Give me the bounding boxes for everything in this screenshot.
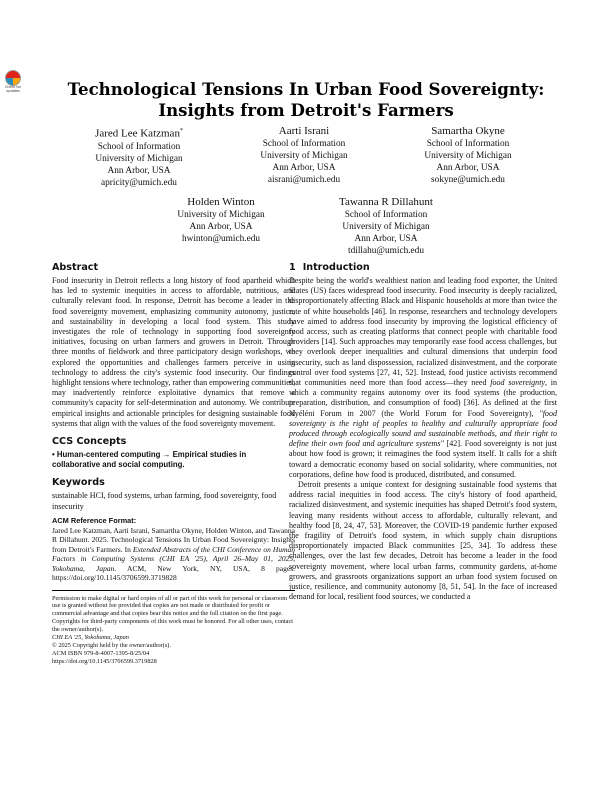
section-number: 1 — [289, 262, 296, 273]
keywords-heading: Keywords — [52, 477, 105, 489]
ccs-item[interactable] — [52, 450, 295, 470]
intro-quote: "food sovereignty is the right of peoples to healthy and culturally appropriate food produced through ecologically sound and sustainable methods, and their right to define their own food and agriculture systems" — [289, 408, 557, 449]
author-block — [69, 124, 209, 189]
author-block — [151, 195, 291, 245]
author-block — [398, 124, 538, 186]
reference-format-text — [52, 526, 295, 582]
ccs-end: . — [182, 460, 185, 470]
intro-text: [42]. Food sovereignty is not just about how food is grown; it reimagines the food system itself. It calls for a shift toward a democratic economy based on social solidarity, where communities, not corporations, define how food is produced, distributed, and consumed. — [289, 439, 558, 479]
author-block — [316, 195, 456, 257]
author-email[interactable]: apricity@umich.edu — [101, 177, 177, 188]
author-university: University of Michigan — [95, 153, 183, 164]
author-affiliation: School of Information — [426, 139, 510, 149]
reference-tail[interactable]: ACM, New York, NY, USA, 8 pages. https://doi.org/10.1145/3706599.3719828 — [52, 563, 295, 583]
author-block — [234, 124, 374, 186]
author-university: University of Michigan — [177, 210, 265, 220]
author-affiliation: School of Information — [344, 210, 428, 220]
author-university: University of Michigan — [260, 151, 348, 162]
intro-text: , in which a community regains autonomy over its food systems (the production, preparation, distribution, and consumption of food) [36]. As defined at the first Nyéléni Forum in 2007 (the World Forum for Food Sovereignty), — [289, 378, 557, 418]
author-location: Ann Arbor, USA — [107, 165, 171, 176]
reference-authors: Jared Lee Katzman, Aarti Israni, Samartha Okyne, Holden Winton, and Tawanna R Dillahunt. 2025. Technological Tensions In Urban Food Sovereignty: Insights from Detroit's Farmers. In — [52, 526, 295, 554]
permission-venue-text: CHI EA '25, Yokohama, Japan — [52, 634, 129, 642]
isbn-line: ACM ISBN 979-8-4007-1395-8/25/04 — [52, 649, 150, 657]
doi-link[interactable]: https://doi.org/10.1145/3706599.3719828 — [52, 657, 157, 665]
author-name: Holden Winton — [187, 196, 255, 208]
author-name: Aarti Israni — [278, 125, 330, 137]
author-location: Ann Arbor, USA — [354, 234, 418, 245]
author-name: Samartha Okyne — [431, 125, 505, 137]
author-email[interactable]: hwinton@umich.edu — [181, 234, 261, 245]
author-email[interactable]: sokyne@umich.edu — [431, 175, 505, 186]
ccs-concept: Human-centered computing → Empirical studies in collaborative and social computing — [52, 450, 247, 470]
ccs-heading: CCS Concepts — [52, 436, 127, 448]
paper-title: Technological Tensions In Urban Food Sovereignty: Insights from Detroit's Farmers — [67, 79, 545, 120]
author-mark: * — [179, 128, 183, 134]
author-location: Ann Arbor, USA — [272, 163, 336, 174]
intro-paragraph-2: Detroit presents a unique context for designing sustainable food systems that address racial inequities in food access. The city's history of food apartheid, racialized disinvestment, and systemic inequities has shaped Detroit's food system, leaving many residents without access to affordable, culturally relevant, and healthy food [8, 24, 47, 53]. Moreover, the COVID-19 pandemic further exposed the fragility of Detroit's food system, in which supply chain disruptions disproportionately impacted Black communities [25, 34]. To address these challenges, over the last few decades, Detroit has become a leader in the food sovereignty movement, where local urban farms, community gardens, at-home growers, and grassroots organizations support an urban food system focused on justice, resilience, and community autonomy [8, 51, 54]. In the face of increased demand for local, resilient food sources, we conducted a — [289, 480, 557, 602]
keywords-text: sustainable HCI, food systems, urban farming, food sovereignty, food insecurity — [52, 491, 277, 511]
badge-text: Check for updates — [4, 85, 22, 93]
reference-format-label: ACM Reference Format: — [52, 515, 137, 525]
author-university: University of Michigan — [424, 151, 512, 162]
intro-paragraph-1 — [289, 276, 557, 480]
copyright-line: © 2025 Copyright held by the owner/author(s). — [52, 641, 171, 649]
author-affiliation: School of Information — [97, 141, 181, 152]
ccs-bullet: • — [52, 450, 55, 460]
section-title: Introduction — [302, 262, 370, 273]
author-email[interactable]: tdillahu@umich.edu — [348, 246, 424, 257]
intro-term: food sovereignty — [490, 378, 546, 388]
author-email[interactable]: aisrani@umich.edu — [267, 175, 341, 186]
author-name: Jared Lee Katzman — [95, 127, 180, 140]
author-affiliation: School of Information — [262, 139, 346, 149]
right-column — [289, 262, 557, 603]
author-location: Ann Arbor, USA — [436, 163, 500, 174]
check-for-updates-badge[interactable] — [3, 70, 23, 98]
permission-notice — [52, 590, 295, 666]
permission-venue — [52, 634, 295, 642]
intro-text: Despite being the world's wealthiest nation and leading food exporter, the United States (US) faces widespread food insecurity. Food insecurity is deeply racialized, disproportionately affecting Black and Hispanic households at more than twice the rate of white households [46]. In response, researchers and technology developers have aimed to address food insecurity by improving the logistical efficiency of food access, such as creating platforms that connect people with charitable food providers [14]. Such approaches may temporarily ease food access challenges, but they overlook deeper inequalities and cultural dimensions that underpin food insecurity, such as land dispossession, racialized disinvestment, and the corporate control over food systems [27, 41, 52]. Instead, food justice activists recommend that communities need more than food access—they need — [289, 276, 557, 388]
abstract-heading: Abstract — [52, 262, 99, 273]
author-location: Ann Arbor, USA — [189, 222, 253, 233]
abstract-text: Food insecurity in Detroit reflects a long history of food apartheid which has led to systemic inequities in access to affordable, nutritious, and culturally relevant food. In response, Detroit has become a leader in the food sovereignty movement, emphasizing community autonomy, justice, and sustainability in developing a local food system. This study investigates the role of technology in supporting food sovereignty initiatives, focusing on urban farmers and growers in Detroit. Through three months of fieldwork and three participatory design workshops, we explored the opportunities and challenges farmers perceive in using technology to address the city's systemic food insecurity. Our findings highlight tensions where technology, rather than empowering communities, may inadvertently reinforce exploitative dynamics that remove a community's capacity for self-determination and autonomy. We contribute empirical insights and actionable principles for designing sustainable food systems that align with the values of the food sovereignty movement. — [52, 276, 295, 428]
author-name: Tawanna R Dillahunt — [339, 196, 433, 208]
permission-text: Permission to make digital or hard copies of all or part of this work for personal or classroom use is granted without fee provided that copies are not made or distributed for profit or commercial advantage and that copies bear this notice and the full citation on the first page. Copyrights for third-party components of this work must be honored. For all other uses, contact the owner/author(s). — [52, 594, 293, 634]
intro-heading — [289, 262, 557, 274]
check-for-updates-icon — [5, 70, 21, 86]
reference-venue: Extended Abstracts of the CHI Conference on Human Factors in Computing Systems (CHI EA '25), April 26–May 01, 2025, Yokohama, Japan. — [52, 544, 295, 573]
left-column — [52, 262, 295, 666]
author-university: University of Michigan — [342, 222, 430, 233]
